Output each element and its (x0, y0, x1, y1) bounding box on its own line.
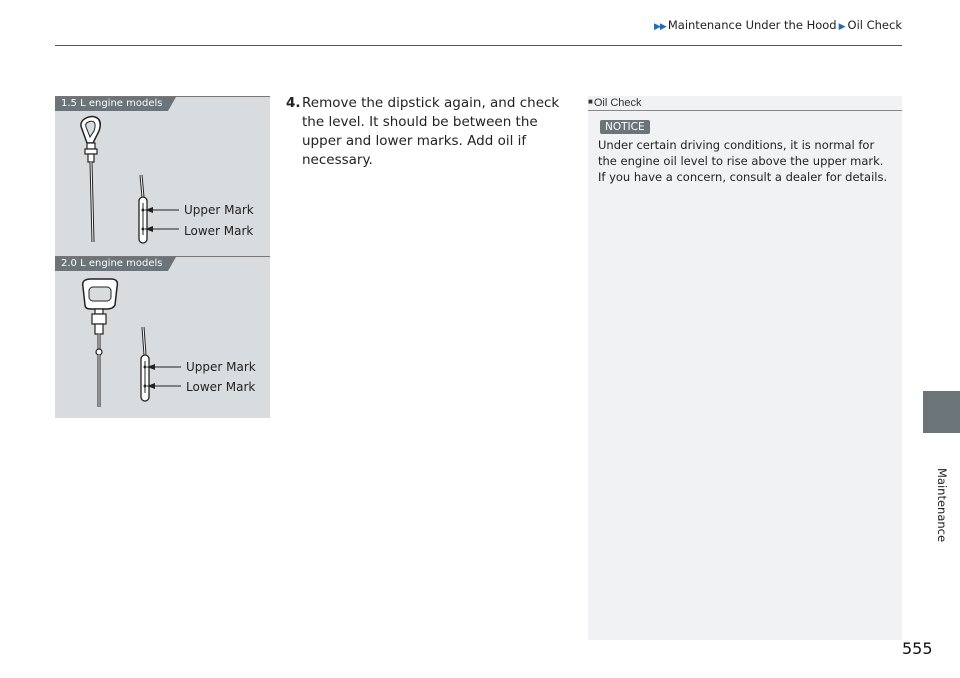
breadcrumb-section: Maintenance Under the Hood (667, 18, 837, 32)
upper-mark-label: Upper Mark (186, 360, 256, 374)
side-note-divider (588, 110, 902, 111)
page-header (0, 18, 902, 32)
section-tab (923, 391, 960, 433)
lower-mark-label: Lower Mark (186, 380, 256, 394)
step-text: Remove the dipstick again, and check the level. It should be between the upper and lower marks. Add oil if necessary. (302, 95, 560, 168)
page-number: 555 (902, 639, 933, 658)
side-note-text: Under certain driving conditions, it is normal for the engine oil level to rise above the upper mark. If you have a concern, consult a dealer for details. (598, 138, 888, 184)
step-number: 4. (286, 95, 301, 111)
breadcrumb-topic: Oil Check (847, 18, 902, 32)
breadcrumb-arrow-icon: ▶ (838, 22, 846, 32)
side-note-title (588, 97, 642, 109)
figure-tag: 2.0 L engine models (55, 257, 168, 271)
header-divider (55, 45, 902, 46)
figure-1-5l-dipstick (55, 96, 270, 257)
reference-box-icon: ■ (588, 97, 593, 106)
breadcrumb-arrow-icon: ▶▶ (654, 22, 666, 32)
section-tab-label: Maintenance (935, 468, 949, 543)
figure-tag: 1.5 L engine models (55, 97, 168, 111)
step-4-instruction (286, 94, 571, 170)
lower-mark-label: Lower Mark (184, 224, 254, 238)
side-note-panel (588, 96, 902, 640)
side-note-title-text: Oil Check (593, 97, 642, 109)
upper-mark-label: Upper Mark (184, 203, 254, 217)
notice-badge: NOTICE (600, 120, 650, 134)
figure-2-0l-dipstick (55, 256, 270, 418)
